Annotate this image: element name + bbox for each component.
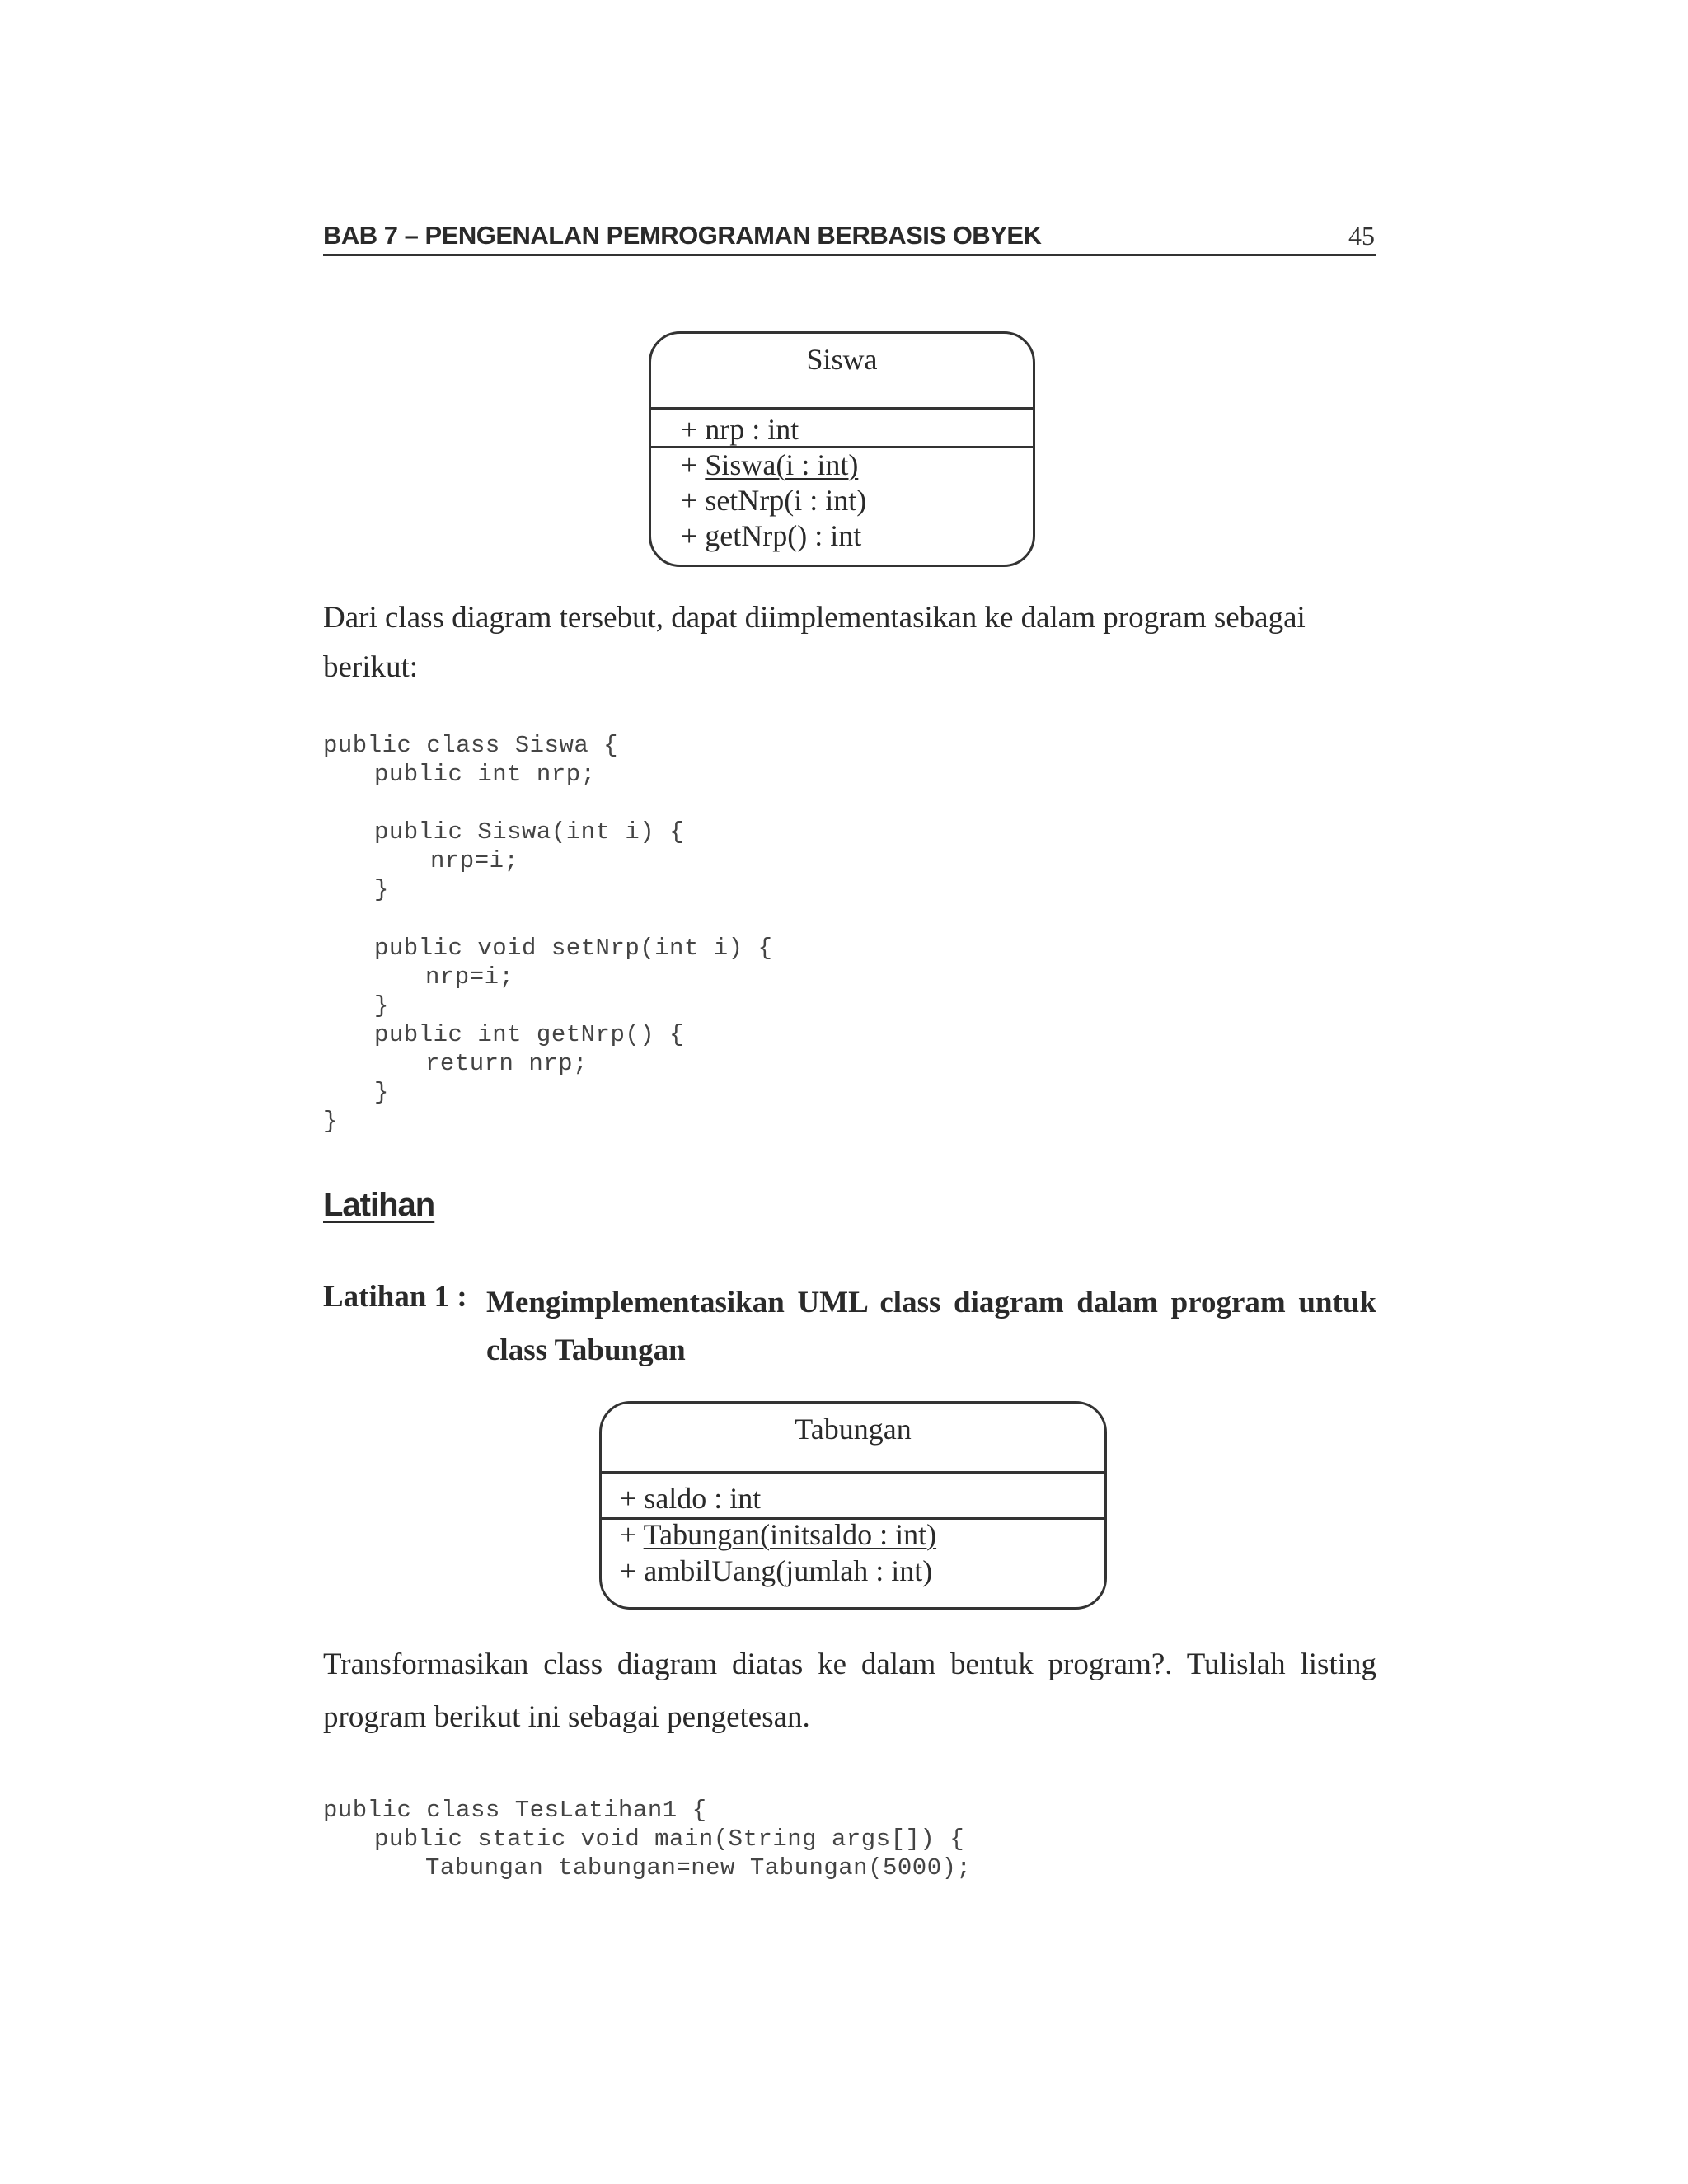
code-line: nrp=i;: [430, 847, 519, 874]
uml-divider: [602, 1471, 1104, 1474]
uml-constructor: Tabungan(initsaldo : int): [643, 1518, 937, 1551]
uml-operation: [681, 448, 858, 482]
uml-operation: + setNrp(i : int): [681, 484, 867, 517]
paragraph: [323, 593, 1306, 692]
uml-attribute: + saldo : int: [620, 1482, 762, 1515]
paragraph-line: berikut:: [323, 650, 419, 684]
uml-attribute: + nrp : int: [681, 413, 799, 446]
exercise-label: Latihan 1 :: [323, 1280, 467, 1314]
code-line: public class Siswa {: [323, 732, 619, 759]
code-line: Tabungan tabungan=new Tabungan(5000);: [425, 1854, 972, 1882]
uml-divider: [651, 407, 1033, 410]
code-line: public int nrp;: [374, 761, 596, 788]
code-line: public class TesLatihan1 {: [323, 1797, 707, 1824]
code-line: }: [374, 992, 389, 1019]
uml-operation: + ambilUang(jumlah : int): [620, 1554, 933, 1587]
chapter-title: BAB 7 – PENGENALAN PEMROGRAMAN BERBASIS OBYEK: [323, 221, 1042, 250]
section-heading: Latihan: [323, 1187, 435, 1223]
uml-operation-prefix: +: [620, 1518, 644, 1551]
code-line: public Siswa(int i) {: [374, 818, 684, 846]
paragraph-line: program berikut ini sebagai pengetesan.: [323, 1700, 810, 1734]
uml-class-tabungan: [599, 1401, 1107, 1610]
paragraph-line: Dari class diagram tersebut, dapat diimplementasikan ke dalam program sebagai: [323, 601, 1306, 635]
code-line: nrp=i;: [425, 963, 514, 991]
code-line: return nrp;: [425, 1050, 588, 1077]
exercise-title-line: Mengimplementasikan UML class diagram dalam program untuk: [486, 1286, 1376, 1319]
exercise-title-line: class Tabungan: [486, 1333, 686, 1367]
uml-class-siswa: [649, 331, 1035, 567]
exercise-title: [486, 1279, 1376, 1375]
uml-class-name: Tabungan: [795, 1413, 912, 1446]
paragraph: [323, 1638, 1376, 1744]
code-line: }: [323, 1108, 338, 1135]
uml-class-name: Siswa: [806, 343, 878, 376]
page-number: 45: [1348, 221, 1375, 251]
code-line: }: [374, 876, 389, 903]
uml-operation: + getNrp() : int: [681, 519, 862, 552]
uml-operation: [620, 1517, 936, 1552]
uml-operation-prefix: +: [681, 448, 706, 481]
code-line: public int getNrp() {: [374, 1021, 684, 1048]
paragraph-line: Transformasikan class diagram diatas ke dalam bentuk program?. Tulislah listing: [323, 1647, 1376, 1681]
uml-constructor: Siswa(i : int): [705, 448, 859, 481]
code-line: }: [374, 1079, 389, 1106]
code-line: public void setNrp(int i) {: [374, 935, 773, 962]
page-header: [323, 216, 1376, 256]
code-line: public static void main(String args[]) {: [374, 1825, 965, 1853]
